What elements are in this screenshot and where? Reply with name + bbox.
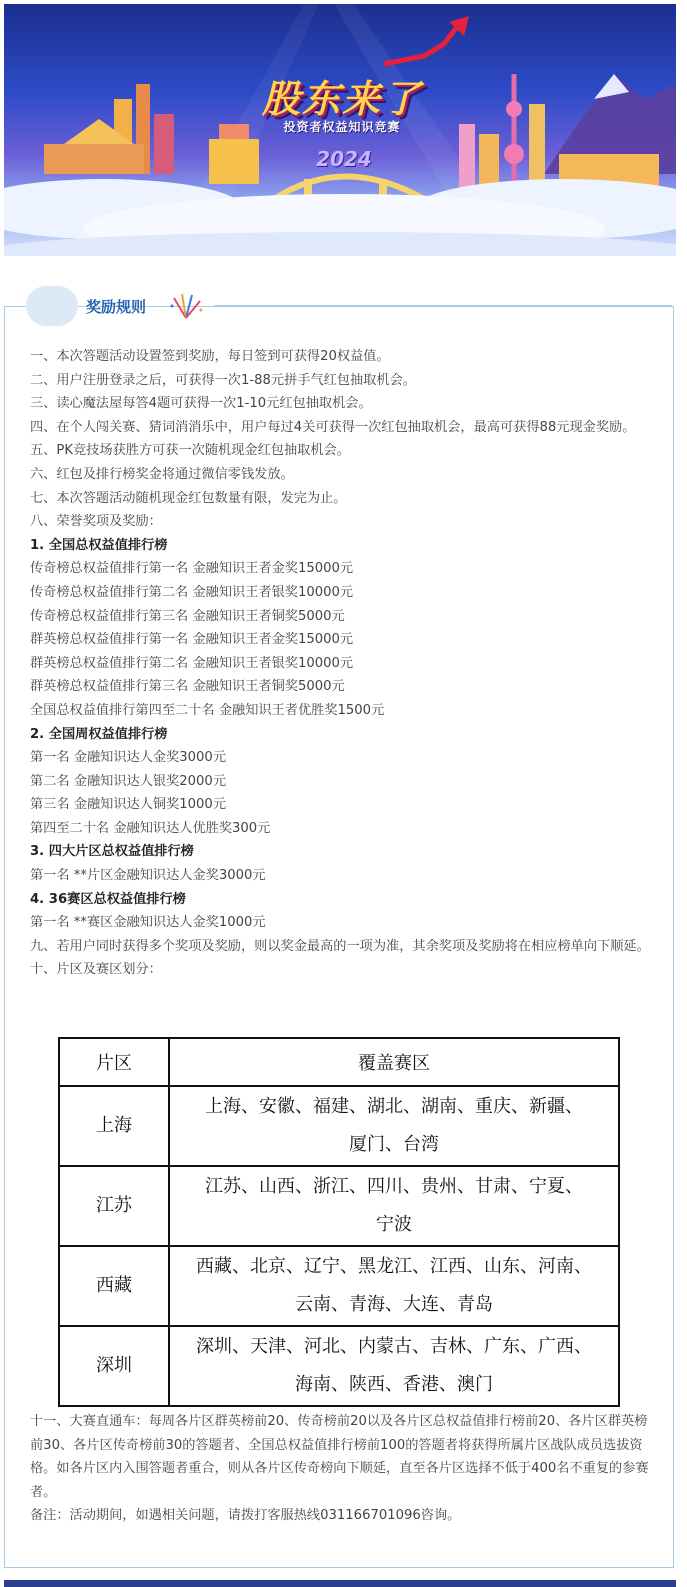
districts-line: 深圳、天津、河北、内蒙古、吉林、广东、广西、 (196, 1336, 592, 1357)
rule-line: 十一、大赛直通车：每周各片区群英榜前20、传奇榜前20以及各片区总权益值排行榜前20、各片区群英榜前30、各片区传奇榜前30的答题者、全国总权益值排行榜前100的答题者将获得所属片区战队成员选拔资格。如各片区内入围答题者重合，则从各片区传奇榜向下顺延，直至各片区选择不低于400名不重复的参赛者。 (30, 1414, 649, 1500)
rules-body (30, 345, 660, 982)
banner-logo-subtitle: 投资者权益知识竞赛 (283, 120, 401, 134)
cloud-icon (26, 286, 78, 326)
ranking-heading: 1. 全国总权益值排行榜 (30, 537, 168, 553)
rule-line: 六、红包及排行榜奖金将通过微信零钱发放。 (30, 466, 294, 482)
districts-cell (169, 1326, 619, 1406)
bottom-bar (4, 1580, 676, 1587)
region-cell: 西藏 (59, 1246, 169, 1326)
rule-line: 四、在个人闯关赛、猜词消消乐中，用户每过4关可获得一次红包抽取机会，最高可获得88元现金奖励。 (30, 419, 636, 435)
region-cell: 深圳 (59, 1326, 169, 1406)
sparkle-icon (168, 292, 204, 320)
districts-cell (169, 1246, 619, 1326)
districts-line: 厦门、台湾 (349, 1134, 439, 1155)
rule-line: 一、本次答题活动设置签到奖励，每日签到可获得20权益值。 (30, 349, 390, 364)
districts-line: 宁波 (376, 1214, 412, 1235)
ranking-item: 群英榜总权益值排行第二名 金融知识王者银奖10000元 (30, 655, 354, 671)
districts-line: 西藏、北京、辽宁、黑龙江、江西、山东、河南、 (196, 1256, 592, 1277)
ranking-item: 群英榜总权益值排行第三名 金融知识王者铜奖5000元 (30, 679, 345, 695)
rules-tail (30, 1410, 658, 1528)
districts-cell (169, 1166, 619, 1246)
rule-line: 三、读心魔法屋每答4题可获得一次1-10元红包抽取机会。 (30, 396, 372, 412)
ranking-heading: 4. 36赛区总权益值排行榜 (30, 891, 186, 907)
districts-line: 海南、陕西、香港、澳门 (295, 1374, 493, 1395)
rule-line: 二、用户注册登录之后，可获得一次1-88元拼手气红包抽取机会。 (30, 372, 416, 388)
section-divider (214, 305, 672, 306)
districts-line: 云南、青海、大连、青岛 (295, 1294, 493, 1315)
ranking-item: 群英榜总权益值排行第一名 金融知识王者金奖15000元 (30, 632, 354, 648)
ranking-item: 传奇榜总权益值排行第三名 金融知识王者铜奖5000元 (30, 608, 345, 624)
ranking-item: 第一名 金融知识达人金奖3000元 (30, 750, 227, 766)
region-cell: 上海 (59, 1086, 169, 1166)
ranking-item: 第一名 **赛区金融知识达人金奖1000元 (30, 915, 266, 931)
ranking-item: 第四至二十名 金融知识达人优胜奖300元 (30, 820, 271, 836)
hero-banner (4, 4, 676, 256)
ranking-item: 传奇榜总权益值排行第二名 金融知识王者银奖10000元 (30, 584, 354, 600)
ranking-item: 第三名 金融知识达人铜奖1000元 (30, 797, 227, 813)
districts-line: 江苏、山西、浙江、四川、贵州、甘肃、宁夏、 (205, 1176, 583, 1197)
ranking-item: 第一名 **片区金融知识达人金奖3000元 (30, 868, 266, 884)
note-line: 备注：活动期间，如遇相关问题，请拨打客服热线031166701096咨询。 (30, 1508, 461, 1524)
districts-cell (169, 1086, 619, 1166)
ranking-item: 传奇榜总权益值排行第一名 金融知识王者金奖15000元 (30, 561, 354, 577)
ranking-heading: 3. 四大片区总权益值排行榜 (30, 844, 194, 860)
rule-line: 八、荣誉奖项及奖励： (30, 514, 162, 530)
ranking-item: 第二名 金融知识达人银奖2000元 (30, 773, 227, 789)
section-title: 奖励规则 (86, 298, 147, 316)
rule-line: 七、本次答题活动随机现金红包数量有限，发完为止。 (30, 490, 347, 506)
table-header-cell: 覆盖赛区 (169, 1038, 619, 1086)
banner-logo-title: 股东来了 (261, 77, 422, 121)
table-row (59, 1166, 619, 1246)
region-cell: 江苏 (59, 1166, 169, 1246)
rule-line: 五、PK竞技场获胜方可获一次随机现金红包抽取机会。 (30, 443, 350, 459)
banner-logo-year: 2024 (316, 147, 372, 171)
ranking-heading: 2. 全国周权益值排行榜 (30, 726, 168, 742)
table-row (59, 1086, 619, 1166)
rule-line: 九、若用户同时获得多个奖项及奖励，则以奖金最高的一项为准，其余奖项及奖励将在相应榜单向下顺延。 (30, 938, 650, 954)
region-table (58, 1037, 620, 1407)
rule-line: 十、片区及赛区划分： (30, 962, 162, 978)
table-row (59, 1246, 619, 1326)
ranking-item: 全国总权益值排行第四至二十名 金融知识王者优胜奖1500元 (30, 702, 385, 718)
districts-line: 上海、安徽、福建、湖北、湖南、重庆、新疆、 (205, 1096, 583, 1117)
table-header-row (59, 1038, 619, 1086)
section-header (26, 286, 216, 326)
table-row (59, 1326, 619, 1406)
table-header-cell: 片区 (59, 1038, 169, 1086)
